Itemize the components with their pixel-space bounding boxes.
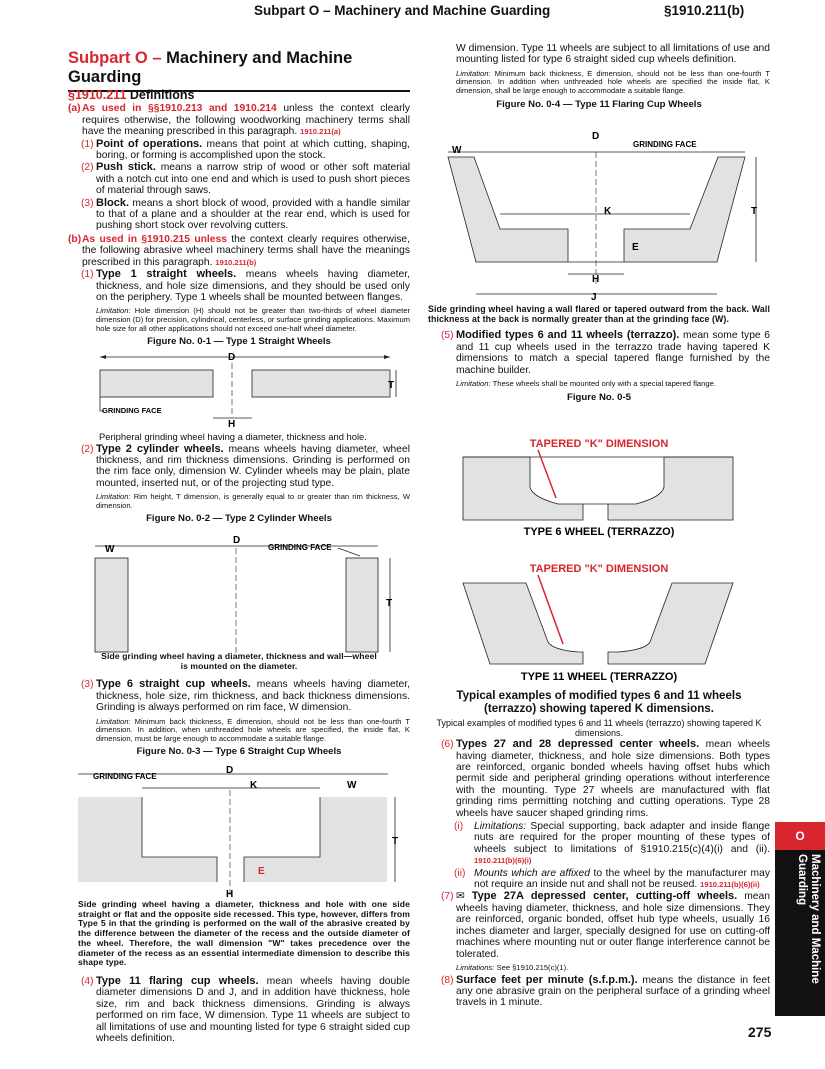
- definition-item: (2) Push stick. means a narrow strip of wood or other soft material with a notch cut into one end and which is used to push short pieces of material through saws.: [81, 161, 411, 197]
- figure-caption: Peripheral grinding wheel having a diameter, thickness and hole.: [99, 431, 367, 442]
- sub-item: (i) Limitations: Special supporting, back adapter and inside flange nuts are required for the proper mounting of these types of wheels subject to limitations of §1910.215(c)(4)(i) and (ii). 1910.211(b)(6)(i): [454, 821, 770, 866]
- cfr-reference: 1910.211(b): [215, 257, 257, 267]
- label-tapered-k-type6: TAPERED "K" DIMENSION: [529, 438, 669, 450]
- definition-item: (3) Block. means a short block of wood, provided with a handle similar to that of a plane and a shoulder at the rear end, which is used for pushing short stock over revolving cutters.: [81, 196, 410, 232]
- figure-title: Figure No. 0-3 — Type 6 Straight Cup Wheels: [136, 746, 342, 758]
- figure-title: Figure No. 0-4 — Type 11 Flaring Cup Wheels: [496, 98, 702, 110]
- right-section-3: [428, 689, 770, 1009]
- label-type6-wheel: TYPE 6 WHEEL (TERRAZZO): [523, 526, 675, 538]
- left-section-2: [68, 432, 410, 525]
- figure-title: Figure No. 0-1 — Type 1 Straight Wheels: [147, 336, 331, 348]
- svg-text:D: D: [226, 765, 234, 776]
- figure-caption: Side grinding wheel having a wall flared or tapered outward from the back. Wall thickness at the back is normally greater than at the grinding face (W).: [428, 304, 770, 324]
- svg-text:T: T: [386, 598, 393, 609]
- left-section-4: [68, 900, 410, 1044]
- wheel-section: [252, 370, 390, 397]
- limitation-note: Limitation: Rim height, T dimension, is generally equal to or greater than rim thickness, W dimension.: [96, 492, 410, 510]
- svg-text:K: K: [250, 780, 258, 791]
- figure-bold-caption: Typical examples of modified types 6 and 11 wheels (terrazzo) showing tapered K dimensions.: [456, 689, 742, 715]
- definition-item: (1) Type 1 straight wheels. means wheels having diameter, thickness, and hole size dimensions, and they should be used only on the periphery. Type 1 wheels shall be mounted between flanges.: [81, 268, 410, 303]
- wheel-wall-right: [346, 558, 378, 652]
- limitation-note: Limitation: Minimum back thickness, E dimension, should not be less than one-fourth T dimension. In addition, when unthreaded hole wheels are specified, the inside flat, K dimension, must be large enough to accommodate a suitable flange.: [96, 716, 410, 743]
- figure-title: Figure No. 0-2 — Type 2 Cylinder Wheels: [146, 513, 332, 525]
- figure-type11-flaring-cup-wheel: [428, 122, 770, 302]
- svg-text:J: J: [591, 292, 597, 302]
- svg-text:E: E: [632, 242, 639, 253]
- label-d: D: [228, 352, 236, 363]
- left-section-1: [68, 90, 410, 348]
- definition-item: (6) Types 27 and 28 depressed center wheels. mean wheels having diameter, thickness, and hole size dimensions. Both types are reinforced, organic bonded wheels having offset hubs which permit side and peripheral grinding operations without interference with the mounting. Type 27 wheels are manufactured with flat grinding rims permitting notching and cutting operations. Type 28 wheels have saucer shaped grinding rims.: [441, 738, 771, 819]
- figure-type6-cup-wheel: [68, 760, 410, 900]
- mail-icon: ✉: [456, 891, 465, 903]
- svg-text:W: W: [347, 780, 357, 791]
- limitation-note: Limitation: Hole dimension (H) should not be greater than two-thirds of wheel diameter dimension (D) for precision, cylindrical, centerless, or surface grinding applications. Maximum hole size for all other applications should not exceed one-half wheel diameter.: [96, 306, 410, 333]
- svg-text:GRINDING FACE: GRINDING FACE: [93, 772, 157, 781]
- paragraph-b: (b) As used in §1910.215 unless the context clearly requires otherwise, the following abrasive wheel machinery terms shall have the meanings prescribed in this paragraph. 1910.211(b): [68, 233, 410, 268]
- limitation-note: Limitation: Minimum back thickness, E dimension, should not be less than one-fourth T dimension. In addition when unthreaded hole wheels are specified the inside flat, K dimension, shall be large enough to accommodate a suitable flange.: [456, 68, 770, 95]
- chapter-title-text: Machinery and Machine Guarding: [68, 49, 353, 86]
- paragraph-a: (a) As used in §§1910.213 and 1910.214 unless the context clearly requires otherwise, the following woodworking machinery terms shall have the meaning prescribed in this paragraph. 1910.211(a): [68, 103, 410, 138]
- chapter-title: [68, 49, 410, 92]
- running-header-title: Subpart O – Machinery and Machine Guarding: [254, 3, 551, 18]
- continued-text: W dimension. Type 11 wheels are subject to all limitations of use and mounting listed for type 6 straight sided cup wheels definition.: [456, 43, 770, 66]
- limitation-note: Limitation: These wheels shall be mounted only with a special tapered flange.: [456, 379, 716, 389]
- page-number: 275: [748, 1024, 772, 1040]
- definition-item: (8) Surface feet per minute (s.f.p.m.). means the distance in feet any one abrasive grain on the peripheral surface of a grinding wheel travels in 1 minute.: [441, 973, 770, 1009]
- chapter-title-prefix: Subpart O –: [68, 49, 162, 67]
- definition-item: (5) Modified types 6 and 11 wheels (terrazzo). mean some type 6 and 11 cup wheels used in the terrazzo trade having tapered K dimensions to match a special tapered flange furnished by the machine builder.: [441, 329, 770, 376]
- svg-text:T: T: [392, 836, 399, 847]
- sub-item: (ii) Mounts which are affixed to the wheel by the manufacturer may not require an inside nut and shall not be reused. 1910.211(b)(6)(ii): [454, 867, 770, 891]
- section-tab-label: Machinery and Machine Guarding: [796, 854, 821, 984]
- svg-text:T: T: [751, 206, 758, 217]
- svg-text:W: W: [105, 544, 115, 555]
- figure-caption: Side grinding wheel having a diameter, thickness and wall—wheel is mounted on the diameter.: [101, 651, 377, 671]
- cfr-reference: 1910.211(a): [300, 127, 341, 137]
- svg-text:D: D: [233, 535, 241, 546]
- definition-item: (1) Point of operations. means that point at which cutting, shaping, boring, or forming is accomplished upon the stock.: [81, 137, 410, 162]
- wheel-section: [100, 370, 213, 397]
- svg-text:K: K: [604, 206, 612, 217]
- label-t: T: [388, 380, 395, 391]
- right-section-2: [428, 305, 770, 403]
- label-tapered-k-type11: TAPERED "K" DIMENSION: [529, 563, 669, 575]
- svg-text:GRINDING FACE: GRINDING FACE: [268, 543, 332, 552]
- label-type11-wheel: TYPE 11 WHEEL (TERRAZZO): [520, 671, 678, 683]
- figure-type2-cylinder-wheel: [68, 528, 410, 668]
- section-tab-letter: O: [775, 822, 825, 850]
- figure-caption: Side grinding wheel having a diameter, thickness and hole with one side straight or flat and the opposite side recessed. This type, however, differs from Type 5 in that the grinding is performed on the wall of the abrasive created by the difference between the diameter of the recess and the outside diameter of the wheel. Therefore, the wall dimension "W" takes precedence over the diameter of the recess as an essential intermediate dimension to describe this shape type.: [78, 899, 410, 968]
- svg-text:H: H: [226, 889, 234, 900]
- figure-caption: Typical examples of modified types 6 and 11 wheels (terrazzo) showing tapered K dimensions.: [436, 718, 762, 738]
- definitions-heading: §1910.211 Definitions: [68, 88, 195, 102]
- section-tab: [775, 850, 825, 1016]
- figure-type1-straight-wheel: [68, 345, 410, 430]
- label-grinding-face: GRINDING FACE: [102, 406, 162, 415]
- figure-title: Figure No. 0-5: [567, 391, 631, 403]
- label-h: H: [228, 419, 236, 430]
- svg-text:E: E: [258, 866, 265, 877]
- svg-text:D: D: [592, 131, 600, 142]
- definition-item: (7) ✉ Type 27A depressed center, cutting-off wheels. mean wheels having diameter, thickness, and hole size dimensions. They are reinforced, organic bonded, offset hub type wheels, usually 16 inches diameter and larger, specially designed for use on cutting-off machines where mounting nut or outer flange interference cannot be tolerated.: [441, 890, 770, 960]
- svg-text:H: H: [592, 274, 600, 285]
- definition-item: (3) Type 6 straight cup wheels. means wheels having diameter, thickness, hole size, rim thickness, and back thickness dimensions. Grinding is always performed on rim face, W dimension.: [81, 678, 410, 714]
- definition-item: (4) Type 11 flaring cup wheels. mean wheels having double diameter dimensions D and J, and in addition have thickness, hole size, rim and back thickness dimensions. Grinding is always performed on rim face, W dimension. Type 11 wheels are subject to all limitations of use and mounting listed for type 6 straight sided cup wheels definition.: [81, 974, 410, 1044]
- wheel-wall-left: [95, 558, 128, 652]
- left-section-3: [68, 652, 410, 758]
- figure-terrazzo-wheels: [428, 432, 770, 692]
- running-header-section: §1910.211(b): [664, 3, 745, 18]
- svg-text:W: W: [452, 145, 462, 156]
- definition-item: (2) Type 2 cylinder wheels. means wheels having diameter, wheel thickness, and rim thickness dimensions. Grinding is performed on the rim face only, dimension W. Cylinder wheels may be plain, plate mounted, inserted nut, or of the projecting stud type.: [81, 442, 410, 489]
- limitation-note: Limitations: See §1910.215(c)(1).: [456, 962, 569, 972]
- right-section-1: [428, 43, 770, 110]
- svg-text:GRINDING FACE: GRINDING FACE: [633, 140, 697, 149]
